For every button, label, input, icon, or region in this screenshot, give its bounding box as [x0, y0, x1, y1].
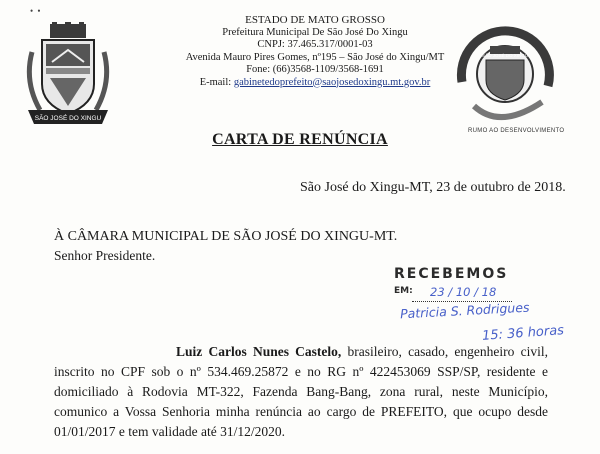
state-name: ESTADO DE MATO GROSSO: [245, 14, 385, 26]
handwritten-signature: Patricia S. Rodrigues: [399, 299, 530, 322]
phone: Fone: (66)3568-1109/3568-1691: [246, 64, 384, 75]
stamp-em-label: EM:: [394, 286, 413, 296]
email-label: E-mail:: [199, 76, 232, 88]
date-line: São José do Xingu-MT, 23 de outubro de 2018.: [300, 180, 566, 195]
email-link[interactable]: gabinetedoprefeito@saojosedoxingu.mt.gov.br: [233, 76, 431, 88]
letter-body-text: brasileiro, casado, engenheiro civil, inscrito no CPF sob o nº 534.469.25872 e no RG nº 422453069 SSP/SP, residente e domiciliado à Rodovia MT-322, Fazenda Bang-Bang, zona rural, neste Município, comunico a Vossa Senhoria minha renúncia ao cargo de PREFEITO, que ocupo desde 01/01/2017 e tem validade até 31/12/2020.: [54, 344, 548, 439]
document-title: CARTA DE RENÚNCIA: [212, 131, 388, 148]
crest-banner-text: SÃO JOSÉ DO XINGU: [34, 115, 102, 122]
page-corner-mark: • •: [30, 6, 42, 16]
addressee: À CÂMARA MUNICIPAL DE SÃO JOSÉ DO XINGU-MT.: [54, 229, 398, 244]
email-row: [170, 77, 460, 90]
logo-caption: RUMO AO DESENVOLVIMENTO: [468, 128, 565, 134]
letter-body: [54, 342, 548, 442]
signatory-name: Luiz Carlos Nunes Castelo,: [176, 344, 342, 359]
city-development-logo: [450, 26, 560, 138]
letterhead: [170, 14, 460, 89]
municipal-coat-of-arms: [22, 22, 114, 130]
handwritten-hour: 15: 36 horas: [481, 323, 565, 344]
logo-inner-text: SÃO JOSÉ DO XINGU: [481, 53, 529, 58]
handwritten-date: 23 / 10 / 18: [430, 285, 497, 299]
cnpj: CNPJ: 37.465.317/0001-03: [257, 39, 373, 50]
salutation: Senhor Presidente.: [54, 248, 156, 263]
address: Avenida Mauro Pires Gomes, nº195 – São José do Xingu/MT: [185, 51, 445, 63]
stamp-title: RECEBEMOS: [394, 266, 509, 282]
prefecture-name: Prefeitura Municipal De São José Do Xingu: [222, 26, 408, 38]
